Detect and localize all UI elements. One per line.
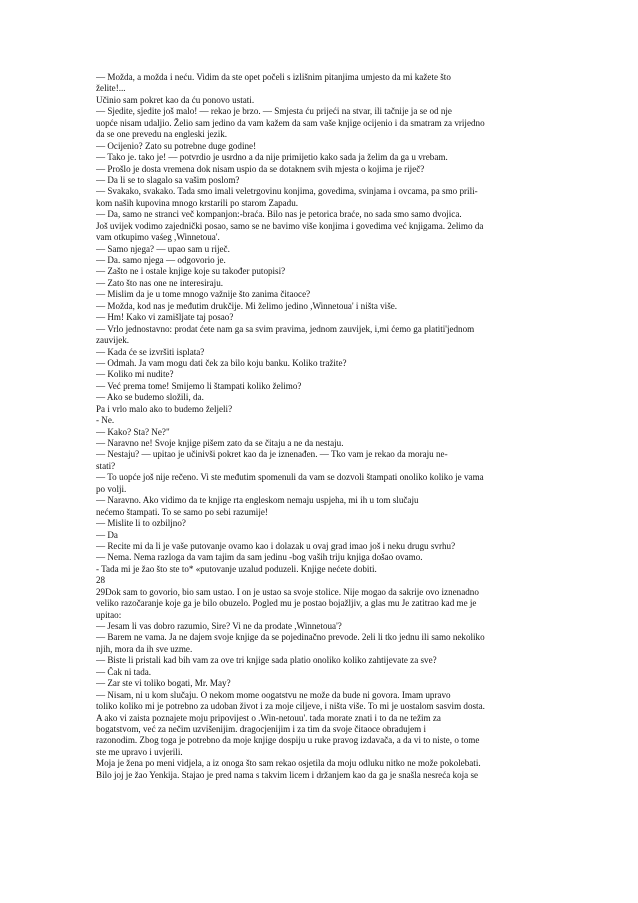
text-line: bogatstvom, već za nečim uzvišenijim. dragocjenijim i za tim da svoje čitaoce obradujem i	[96, 723, 427, 734]
text-line: — Da li se to slagalo sa vašim poslom?	[96, 174, 240, 185]
text-line: — Svakako, svakako. Tada smo imali veletrgovinu konjima, govedima, svinjama i ovcama, pa smo prili-	[96, 186, 478, 197]
text-line: — Zašto ne i ostale knjige koje su također putopisi?	[96, 266, 286, 277]
text-line: — Biste li pristali kad bih vam za ove tri knjige sada platio onoliko koliko zahtijevate za sve?	[96, 655, 437, 666]
text-line: po volji.	[96, 483, 127, 494]
text-line: — Već prema tome! Smijemo li štampati koliko želimo?	[96, 380, 302, 391]
text-line: — Kada će se izvršiti isplata?	[96, 346, 205, 357]
text-line: uopće nisam udaljio. Želio sam jedino da vam kažem da sam vaše knjige ocijenio i da smatram za vrijedno	[96, 117, 485, 128]
text-line: — Recite mi da li je vaše putovanje ovamo kao i dolazak u ovaj grad imao još i neku drugu svrhu?	[96, 540, 456, 551]
text-line: Još uvijek vodimo zajednički posao, samo se ne bavimo više konjima i govedima već knjigama. 2elimo da	[96, 220, 484, 231]
text-line: njih, mora da ih sve uzme.	[96, 643, 193, 654]
text-line: — Da. samo njega — odgovorio je.	[96, 255, 226, 265]
text-line: — Zar ste vi toliko bogati, Mr. May?	[96, 678, 231, 689]
text-line: — Ocijenio? Zato su potrebne duge godine!	[96, 140, 257, 151]
text-line: Pa i vrlo malo ako to budemo željeli?	[96, 403, 233, 414]
text-line: — Hm! Kako vi zamišljate taj posao?	[96, 312, 234, 323]
text-line: razonodim. Zbog toga je potrebno da moje knjige dospiju u ruke pravog izdavača, a da vi to niste, o tome	[96, 735, 480, 746]
text-line: toliko koliko mi je potrebno za udoban život i za moje ciljeve, i ništa više. To mi je uostalom sasvim dosta.	[96, 701, 485, 712]
text-line: - Tada mi je žao što ste to* «putovanje uzalud poduzeli. Knjige nećete dobiti.	[96, 563, 377, 574]
text-line: — Da, samo ne stranci več kompanjon:-braća. Bilo nas je petorica braće, no sada smo samo dvojica.	[96, 209, 462, 220]
text-line: 29Dok sam to govorio, bio sam ustao. I on je ustao sa svoje stolice. Nije mogao da sakrije ovo iznenadno	[96, 586, 479, 597]
text-line: — Jesam li vas dobro razumio, Sire? Vi ne da prodate ,Winnetoua'?	[96, 621, 342, 631]
text-line: — Mislite li to ozbiljno?	[96, 518, 186, 529]
text-line: — Možda, kod nas je međutim drukčije. Mi želimo jedino ,Winnetoua' i ništa više.	[96, 300, 398, 311]
text-line: nećemo štampati. To se samo po sebi razumije!	[96, 506, 268, 517]
text-line: — Da	[96, 529, 118, 540]
text-line: — Naravno. Ako vidimo da te knjige rta engleskom nemaju uspjeha, mi ih u tom slučaju	[96, 495, 419, 506]
text-line: — Sjedite, sjedite još malo! — rekao je brzo. — Smjesta ću prijeći na stvar, ili tačnije ja se od nje	[96, 106, 452, 117]
text-line: — Naravno ne! Svoje knjige pišem zato da se čitaju a ne da nestaju.	[96, 438, 344, 448]
text-line: — Mislim da je u tome mnogo važnije što zanima čitaoce?	[96, 289, 311, 300]
text-line: A ako vi zaista poznajete moju pripovijest o .Win-netouu'. tada morate znati i to da ne težim za	[96, 712, 441, 723]
text-line: — Barem ne vama. Ja ne dajem svoje knjige da se pojedinačno prevode. 2eli li tko jednu ili samo nekoliko	[96, 632, 485, 643]
text-line: — Prošlo je dosta vremena dok nisam uspio da se dotaknem svih mjesta o kojima je riječ?	[96, 163, 425, 174]
text-line: — Vrlo jednostavno: prodat ćete nam ga sa svim pravima, jednom zauvijek, i,mi ćemo ga platiti'jednom	[96, 323, 475, 334]
text-line: — Nestaju? — upitao je učinivši pokret kao da je iznenađen. — Tko vam je rekao da moraju ne-	[96, 449, 448, 460]
text-line: stati?	[96, 460, 116, 471]
text-line: vam otkupimo vaśeg ,Winnetoua'.	[96, 232, 220, 243]
text-line: Bilo joj je žao Yenkija. Stajao je pred nama s takvim licem i držanjem kao da ga je snašla nesreća koja se	[96, 769, 479, 780]
text-line: — Možda, a možda i neću. Vidim da ste opet počeli s izlišnim pitanjima umjesto da mi kažete što	[96, 72, 451, 82]
text-line: — Tako je. tako je! — potvrdio je usrdno a da nije primijetio kako sada ja želim da ga u vrebam.	[96, 152, 448, 163]
text-line: — Odmah. Ja vam mogu dati ček za bilo koju banku. Koliko tražite?	[96, 357, 347, 368]
text-line: zauvijek.	[96, 335, 130, 346]
text-line: da se one prevedu na engleski jezik.	[96, 129, 228, 140]
text-line: — Koliko mi nudite?	[96, 369, 174, 380]
text-line: upitao:	[96, 609, 122, 620]
text-line: — To uopće još nije rečeno. Vi ste međutim spomenuli da vam se dozvoli štampati onoliko koliko je vama	[96, 472, 484, 483]
text-line: — Nema. Nema razloga da vam tajim da sam jedinu -bog vaših triju knjiga došao ovamo.	[96, 552, 423, 563]
text-line: — Zato što nas one ne interesiraju.	[96, 277, 224, 288]
text-line: želite!...	[96, 83, 126, 94]
text-line: — Čak ni tada.	[96, 666, 152, 677]
text-line: — Ako se budemo složili, da.	[96, 392, 204, 403]
text-line: Moja je žena po meni vidjela, a iz onoga što sam rekao osjetila da moju odluku nitko ne može pokolebati.	[96, 758, 481, 769]
text-line: — Nisam, ni u kom slučaju. O nekom mome oogatstvu ne može da bude ni govora. Imam upravo	[96, 689, 451, 700]
text-line: veliko razočaranje koje ga je bilo obuzelo. Pogled mu je postao bojažljiv, a glas mu Je zatitrao kad me je	[96, 598, 477, 609]
text-line: - Ne.	[96, 415, 115, 426]
text-line: Učinio sam pokret kao da ću ponovo ustati.	[96, 94, 255, 105]
document-page	[96, 72, 541, 781]
text-line: kom naših kupovina mnogo krstarili po starom Zapadu.	[96, 197, 299, 208]
text-line: ste me upravo i uvjerili.	[96, 746, 183, 757]
text-line: — Samo njega? — upao sam u riječ.	[96, 243, 230, 254]
text-line: — Kako? Sta? Ne?"	[96, 426, 170, 437]
text-line: 28	[96, 575, 106, 586]
